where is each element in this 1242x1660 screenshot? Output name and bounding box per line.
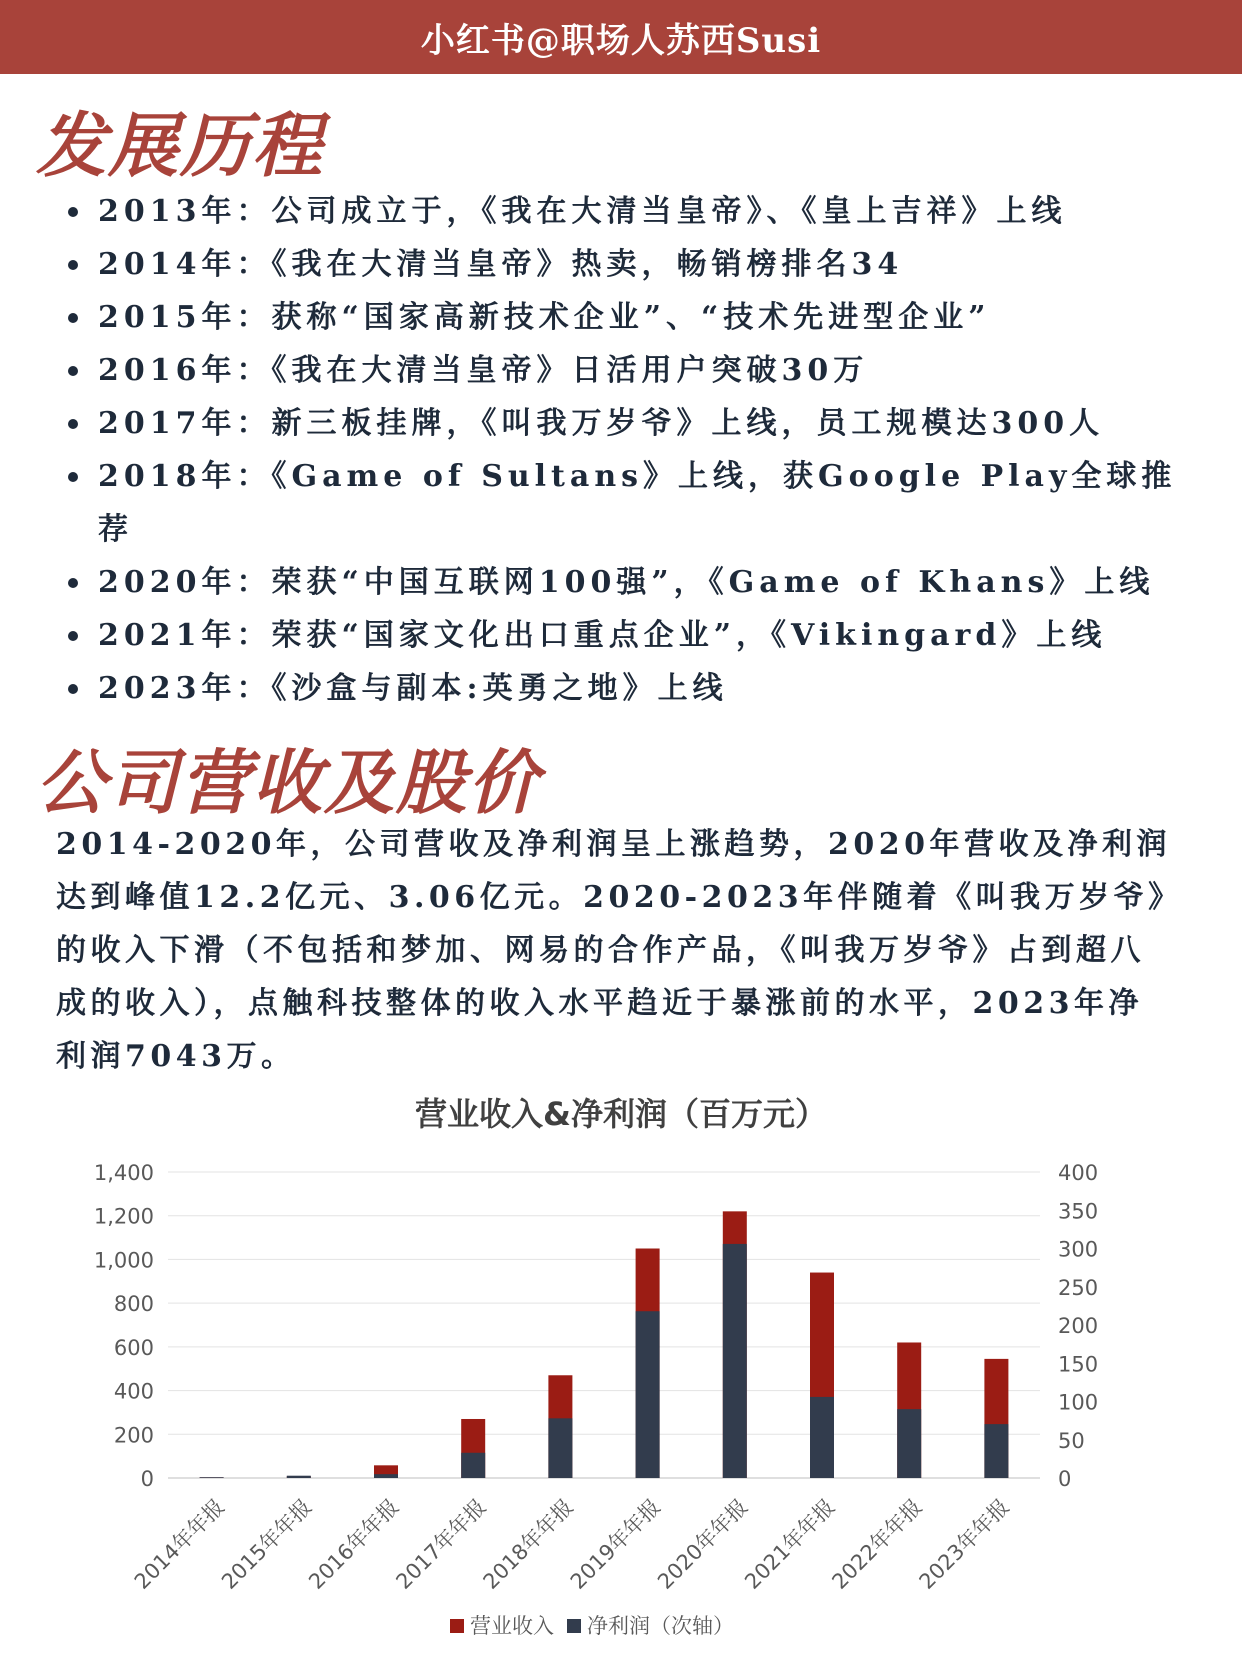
y2-tick-label: 150 [1058, 1352, 1099, 1377]
x-tick-label: 2019年年报 [565, 1494, 666, 1594]
net-profit-bar [287, 1476, 311, 1478]
timeline-item: 2016年：《我在大清当皇帝》日活用户突破30万 [68, 344, 1178, 397]
y-tick-label: 0 [140, 1467, 154, 1491]
y2-tick-label: 200 [1058, 1314, 1099, 1338]
timeline-list [68, 185, 1178, 715]
y2-tick-label: 400 [1058, 1161, 1099, 1185]
y-tick-label: 600 [113, 1335, 154, 1360]
y-tick-label: 1,200 [93, 1204, 154, 1229]
net-profit-bar [374, 1474, 398, 1478]
x-tick-label: 2021年年报 [740, 1494, 840, 1594]
net-profit-bar [548, 1418, 572, 1478]
y2-tick-label: 0 [1058, 1467, 1072, 1491]
timeline-item: 2021年：荣获“国家文化出口重点企业”，《Vikingard》上线 [68, 609, 1178, 662]
x-tick-label: 2023年年报 [914, 1494, 1014, 1594]
net-profit-bar [723, 1244, 747, 1478]
section-title-revenue: 公司营收及股价 [36, 742, 540, 824]
x-tick-label: 2017年年报 [391, 1494, 491, 1594]
y-tick-label: 200 [113, 1423, 154, 1448]
legend-swatch-net-profit [567, 1619, 581, 1633]
timeline-item: 2013年：公司成立于，《我在大清当皇帝》、《皇上吉祥》上线 [68, 185, 1178, 238]
y2-tick-label: 250 [1058, 1275, 1099, 1300]
y-tick-label: 1,000 [93, 1248, 154, 1273]
net-profit-bar [810, 1397, 834, 1478]
x-tick-label: 2015年年报 [217, 1494, 317, 1594]
x-tick-label: 2014年年报 [129, 1494, 230, 1594]
revenue-profit-chart [0, 1080, 1242, 1660]
net-profit-bar [461, 1453, 485, 1478]
y-tick-label: 1,400 [93, 1161, 154, 1185]
revenue-paragraph: 2014-2020年，公司营收及净利润呈上涨趋势，2020年营收及净利润达到峰值12.2亿元、3.06亿元。2020-2023年伴随着《叫我万岁爷》的收入下滑（不包括和梦加、网易的合作产品，《叫我万岁爷》占到超八成的收入），点触科技整体的收入水平趋近于暴涨前的水平，2023年净利润7043万。 [56, 827, 1171, 1074]
y2-tick-label: 350 [1058, 1199, 1099, 1224]
chart-title: 营业收入&净利润（百万元） [415, 1095, 827, 1133]
y-tick-label: 400 [113, 1379, 154, 1404]
legend-label-revenue: 营业收入 [470, 1614, 554, 1638]
timeline-item: 2018年：《Game of Sultans》上线，获Google Play全球推荐 [68, 450, 1178, 556]
legend-label-net-profit: 净利润（次轴） [587, 1614, 734, 1638]
x-tick-label: 2018年年报 [478, 1494, 578, 1594]
timeline-item: 2017年：新三板挂牌，《叫我万岁爷》上线，员工规模达300人 [68, 397, 1178, 450]
timeline-item: 2014年：《我在大清当皇帝》热卖，畅销榜排名34 [68, 238, 1178, 291]
y2-tick-label: 100 [1058, 1390, 1099, 1415]
banner-text: 小红书@职场人苏西Susi [420, 20, 822, 61]
net-profit-bar [200, 1477, 224, 1478]
top-banner [0, 0, 1242, 74]
timeline-item: 2015年：获称“国家高新技术企业”、“技术先进型企业” [68, 291, 1178, 344]
y2-tick-label: 50 [1058, 1428, 1085, 1453]
net-profit-bar [636, 1311, 660, 1478]
net-profit-bar [984, 1424, 1008, 1478]
section-title-history: 发展历程 [36, 105, 324, 187]
x-tick-label: 2020年年报 [653, 1494, 753, 1594]
timeline-item: 2020年：荣获“中国互联网100强”，《Game of Khans》上线 [68, 556, 1178, 609]
y-tick-label: 800 [113, 1292, 154, 1317]
x-tick-label: 2022年年报 [827, 1494, 927, 1594]
timeline-item: 2023年：《沙盒与副本:英勇之地》上线 [68, 662, 1178, 715]
y2-tick-label: 300 [1058, 1237, 1099, 1262]
x-tick-label: 2016年年报 [304, 1494, 404, 1594]
net-profit-bar [897, 1409, 921, 1478]
legend-swatch-revenue [450, 1619, 464, 1633]
